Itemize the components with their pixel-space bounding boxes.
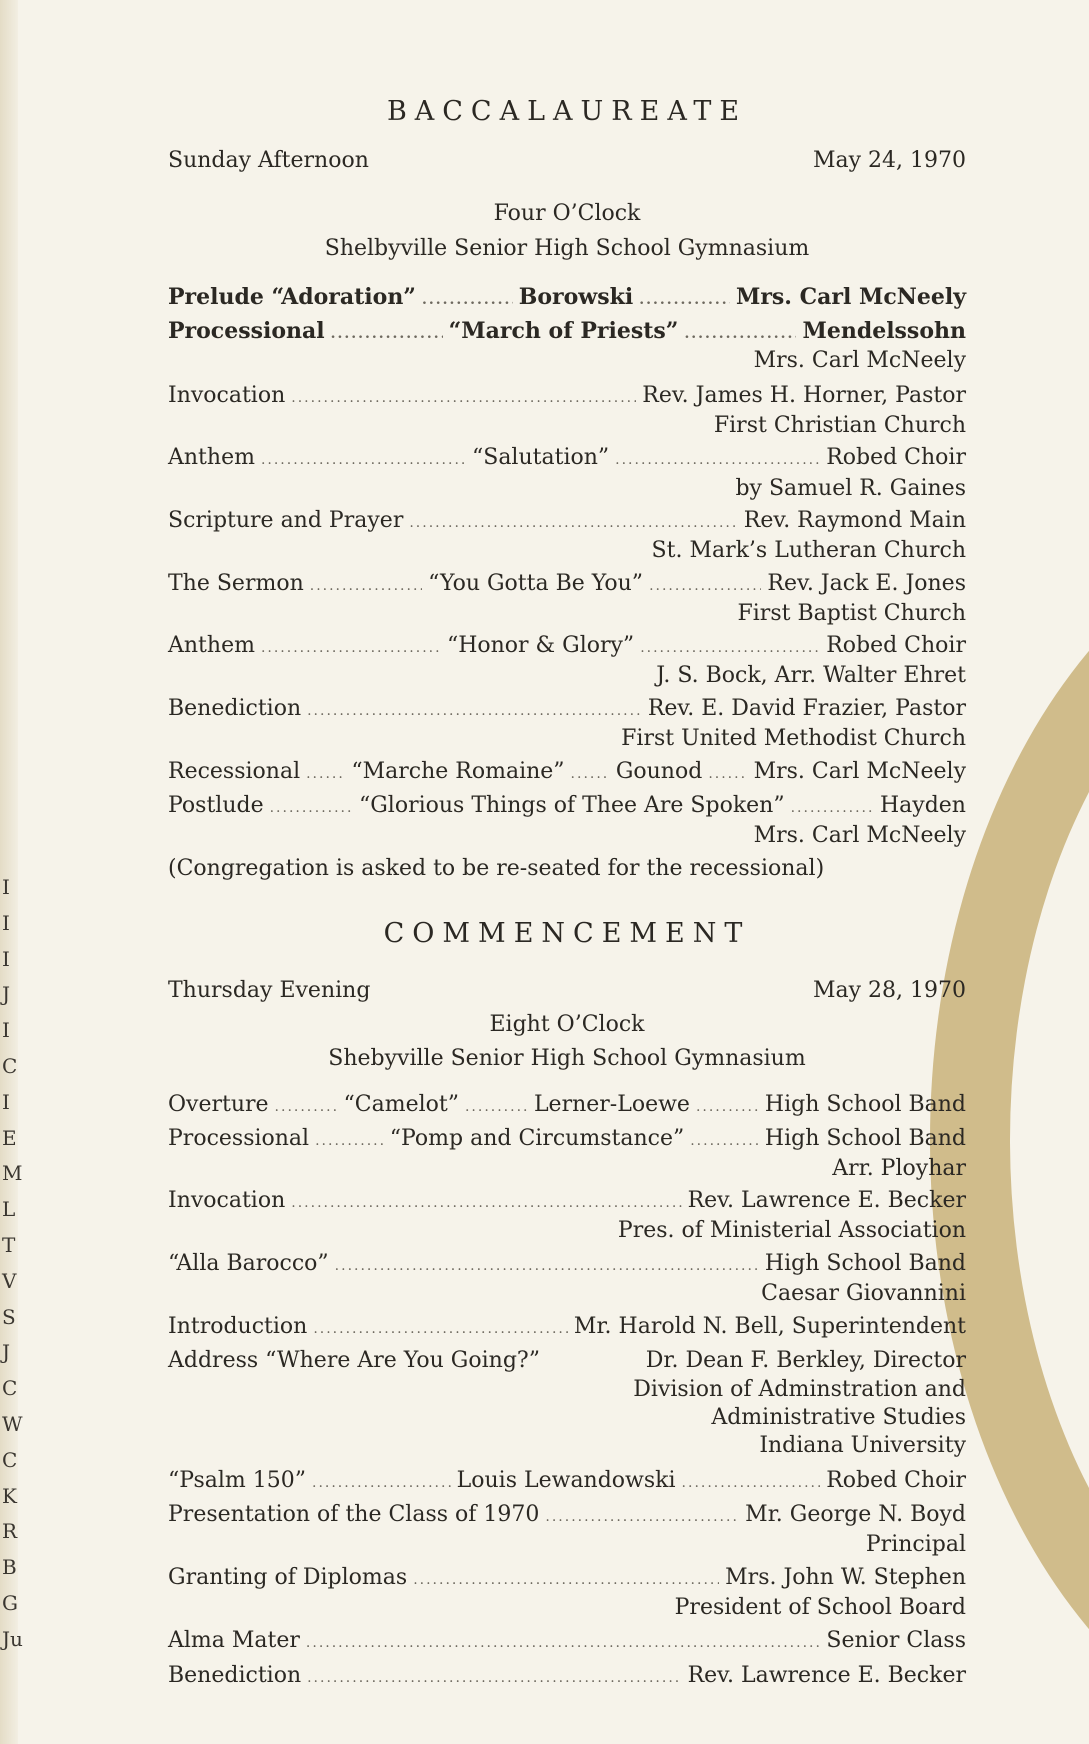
program-line: [168, 443, 966, 473]
margin-letter: C: [2, 1447, 18, 1472]
program-item-label: “Psalm 150”: [168, 1468, 306, 1493]
program-line: [168, 724, 966, 754]
program-item-label: Alma Mater: [168, 1628, 300, 1653]
program-line: [168, 661, 966, 691]
program-continuation: President of School Board: [674, 1595, 966, 1620]
margin-letter: I: [2, 1018, 10, 1043]
program-item-title: “You Gotta Be You”: [428, 571, 644, 596]
program-line: [168, 1626, 966, 1656]
program-line: [168, 1186, 966, 1216]
program-item-performer: Rev. E. David Frazier, Pastor: [647, 696, 966, 721]
program-item-performer: Rev. Raymond Main: [743, 508, 966, 533]
program-item-label: Address “Where Are You Going?”: [168, 1348, 540, 1373]
margin-letter: W: [2, 1411, 23, 1436]
program-line: [168, 1403, 966, 1433]
program-item-performer: High School Band: [764, 1251, 966, 1276]
leader-dots: [696, 1092, 759, 1122]
program-line: [168, 381, 966, 411]
leader-dots: [306, 759, 345, 789]
margin-letter: C: [2, 1376, 18, 1401]
program-item-performer: Robed Choir: [826, 633, 966, 658]
program-line: [168, 506, 966, 536]
margin-letter: C: [2, 1053, 18, 1078]
program-item-title: “Glorious Things of Thee Are Spoken”: [358, 793, 785, 818]
leader-dots: [690, 1126, 759, 1156]
leader-dots: [649, 571, 761, 601]
program-line: [168, 316, 966, 346]
program-item-performer: High School Band: [764, 1126, 966, 1151]
leader-dots: [331, 319, 443, 349]
commencement-day: Thursday Evening: [168, 978, 371, 1003]
program-continuation: St. Mark’s Lutheran Church: [651, 538, 966, 563]
program-item-label: “Alla Barocco”: [168, 1251, 329, 1276]
program-line: [168, 346, 966, 376]
leader-dots: [307, 696, 642, 726]
leader-dots: [307, 1663, 681, 1693]
program-continuation: J. S. Bock, Arr. Walter Ehret: [656, 663, 966, 688]
program-item-performer: Rev. Jack E. Jones: [767, 571, 966, 596]
program-item-title: Louis Lewandowski: [456, 1468, 676, 1493]
program-line: [168, 1154, 966, 1184]
program-item-performer: Mrs. Carl McNeely: [735, 284, 966, 310]
leader-dots: [310, 571, 422, 601]
program-line: [168, 1530, 966, 1560]
program-line: [168, 536, 966, 566]
baccalaureate-place: Shelbyville Senior High School Gymnasium: [324, 236, 810, 261]
leader-dots: [291, 1188, 681, 1218]
program-item-performer: Mr. Harold N. Bell, Superintendent: [573, 1314, 966, 1339]
program-line: [168, 1593, 966, 1623]
program-item-label: Processional: [168, 1126, 310, 1151]
program-item-composer: Lerner-Loewe: [533, 1092, 690, 1117]
program-line: [168, 1375, 966, 1405]
leader-dots: [640, 633, 820, 663]
leader-dots: [335, 1251, 759, 1281]
program-continuation: Mrs. Carl McNeely: [753, 823, 966, 848]
program-item-title: Borowski: [518, 284, 634, 310]
program-item-performer: Rev. Lawrence E. Becker: [687, 1663, 966, 1688]
program-item-label: Introduction: [168, 1314, 308, 1339]
program-line: [168, 474, 966, 504]
program-item-label: Benediction: [168, 696, 302, 721]
program-continuation: Principal: [865, 1532, 966, 1557]
leader-dots: [270, 793, 353, 823]
commencement-title: COMMENCEMENT: [383, 918, 751, 949]
program-item-label: Overture: [168, 1092, 269, 1117]
program-item-title: “March of Priests”: [448, 318, 679, 344]
margin-letter: I: [2, 875, 10, 899]
leader-dots: [571, 759, 610, 789]
program-item-performer: Hayden: [879, 793, 966, 818]
margin-letter: V: [2, 1268, 17, 1293]
margin-letter: Ju: [2, 1626, 23, 1651]
program-continuation: First United Methodist Church: [621, 726, 966, 751]
margin-letter: R: [2, 1519, 18, 1544]
program-item-performer: Rev. James H. Horner, Pastor: [642, 383, 966, 408]
leader-dots: [313, 1314, 568, 1344]
program-continuation: First Christian Church: [713, 413, 966, 438]
program-item-performer: Rev. Lawrence E. Becker: [687, 1188, 966, 1213]
program-continuation: Pres. of Ministerial Association: [617, 1218, 966, 1243]
leader-dots: [615, 445, 820, 475]
baccalaureate-day-date: [168, 146, 966, 176]
margin-letter: E: [2, 1125, 17, 1150]
program-line: [168, 694, 966, 724]
program-item-performer: Mr. George N. Boyd: [745, 1502, 966, 1527]
margin-letter: S: [2, 1304, 16, 1329]
baccalaureate-note: (Congregation is asked to be re-seated for the recessional): [168, 856, 825, 881]
program-line: [168, 599, 966, 629]
program-item-label: Anthem: [168, 445, 255, 470]
program-item-label: Granting of Diplomas: [168, 1565, 408, 1590]
program-line: [168, 569, 966, 599]
leader-dots: [545, 1502, 739, 1532]
leader-dots: [422, 285, 513, 315]
margin-letter: K: [2, 1483, 17, 1508]
program-line: [168, 757, 966, 787]
program-item-performer: Mrs. John W. Stephen: [725, 1565, 966, 1590]
leader-dots: [312, 1468, 451, 1498]
program-line: [168, 411, 966, 441]
program-line: [168, 1466, 966, 1496]
baccalaureate-date: May 24, 1970: [812, 148, 966, 173]
margin-letter: J: [2, 1340, 11, 1365]
program-item-performer: Dr. Dean F. Berkley, Director: [645, 1348, 966, 1373]
program-line: [168, 1431, 966, 1461]
leader-dots: [413, 1565, 719, 1595]
program-continuation: by Samuel R. Gaines: [735, 476, 966, 501]
margin-letter: M: [2, 1161, 23, 1186]
program-item-label: Anthem: [168, 633, 255, 658]
leader-dots: [275, 1092, 338, 1122]
program-item-performer: Mrs. Carl McNeely: [753, 759, 966, 784]
margin-letter: I: [2, 910, 10, 935]
program-line: [168, 1090, 966, 1120]
program-line: [168, 791, 966, 821]
margin-letter: I: [2, 1089, 10, 1114]
program-continuation: Arr. Ployhar: [832, 1156, 966, 1181]
program-item-performer: Robed Choir: [826, 1468, 966, 1493]
leader-dots: [261, 633, 441, 663]
margin-letter: L: [2, 1197, 16, 1222]
program-line: [168, 1216, 966, 1246]
leader-dots: [465, 1092, 528, 1122]
leader-dots: [291, 383, 636, 413]
program-line: [168, 1661, 966, 1691]
program-line: [168, 1249, 966, 1279]
margin-letter: I: [2, 946, 10, 971]
margin-letter: T: [2, 1232, 16, 1257]
program-item-performer: Senior Class: [826, 1628, 966, 1653]
commencement-day-date: [168, 976, 966, 1006]
program-continuation: Division of Adminstration and: [633, 1377, 966, 1402]
program-continuation: Caesar Giovannini: [761, 1281, 966, 1306]
program-line: [168, 821, 966, 851]
program-item-label: Processional: [168, 318, 325, 344]
program-item-title: “Camelot”: [343, 1092, 459, 1117]
program-continuation: Mrs. Carl McNeely: [753, 348, 966, 373]
baccalaureate-time: Four O’Clock: [493, 201, 641, 226]
program-line: [168, 282, 966, 312]
program-line: [168, 1124, 966, 1154]
adjacent-page-letters: [2, 870, 23, 1658]
leader-dots: [306, 1628, 820, 1658]
program-item-title: “Salutation”: [472, 445, 610, 470]
program-item-label: Postlude: [168, 793, 264, 818]
program-continuation: First Baptist Church: [737, 601, 966, 626]
program-item-title: “Pomp and Circumstance”: [389, 1126, 685, 1151]
program-line: [168, 1346, 966, 1376]
program-line: [168, 1563, 966, 1593]
program-item-composer: Gounod: [615, 759, 703, 784]
program-item-label: Prelude “Adoration”: [168, 284, 416, 310]
program-continuation: Administrative Studies: [711, 1405, 966, 1430]
program-item-title: “Marche Romaine”: [351, 759, 565, 784]
leader-dots: [682, 1468, 821, 1498]
leader-dots: [708, 759, 747, 789]
program-item-label: The Sermon: [168, 571, 304, 596]
program-line: [168, 1312, 966, 1342]
program-item-label: Invocation: [168, 1188, 286, 1213]
leader-dots: [639, 285, 730, 315]
margin-letter: B: [2, 1555, 17, 1580]
program-continuation: Indiana University: [759, 1433, 966, 1458]
program-line: [168, 1500, 966, 1530]
program-item-title: “Honor & Glory”: [446, 633, 635, 658]
program-item-label: Invocation: [168, 383, 286, 408]
commencement-date: May 28, 1970: [812, 978, 966, 1003]
program-item-label: Recessional: [168, 759, 301, 784]
program-item-label: Presentation of the Class of 1970: [168, 1502, 540, 1527]
program-item-performer: Mendelssohn: [802, 318, 966, 344]
program-item-performer: High School Band: [764, 1092, 967, 1117]
commencement-time: Eight O’Clock: [489, 1012, 645, 1037]
margin-letter: J: [2, 982, 11, 1007]
leader-dots: [409, 508, 737, 538]
margin-letter: G: [2, 1590, 18, 1615]
leader-dots: [315, 1126, 384, 1156]
leader-dots: [684, 319, 796, 349]
commencement-place: Shebyville Senior High School Gymnasium: [328, 1046, 806, 1071]
baccalaureate-title: BACCALAUREATE: [386, 96, 748, 127]
program-item-label: Benediction: [168, 1663, 302, 1688]
program-item-label: Scripture and Prayer: [168, 508, 404, 533]
baccalaureate-day: Sunday Afternoon: [168, 148, 369, 173]
program-line: [168, 1279, 966, 1309]
leader-dots: [791, 793, 874, 823]
program-line: [168, 631, 966, 661]
leader-dots: [261, 445, 466, 475]
program-item-performer: Robed Choir: [826, 445, 966, 470]
